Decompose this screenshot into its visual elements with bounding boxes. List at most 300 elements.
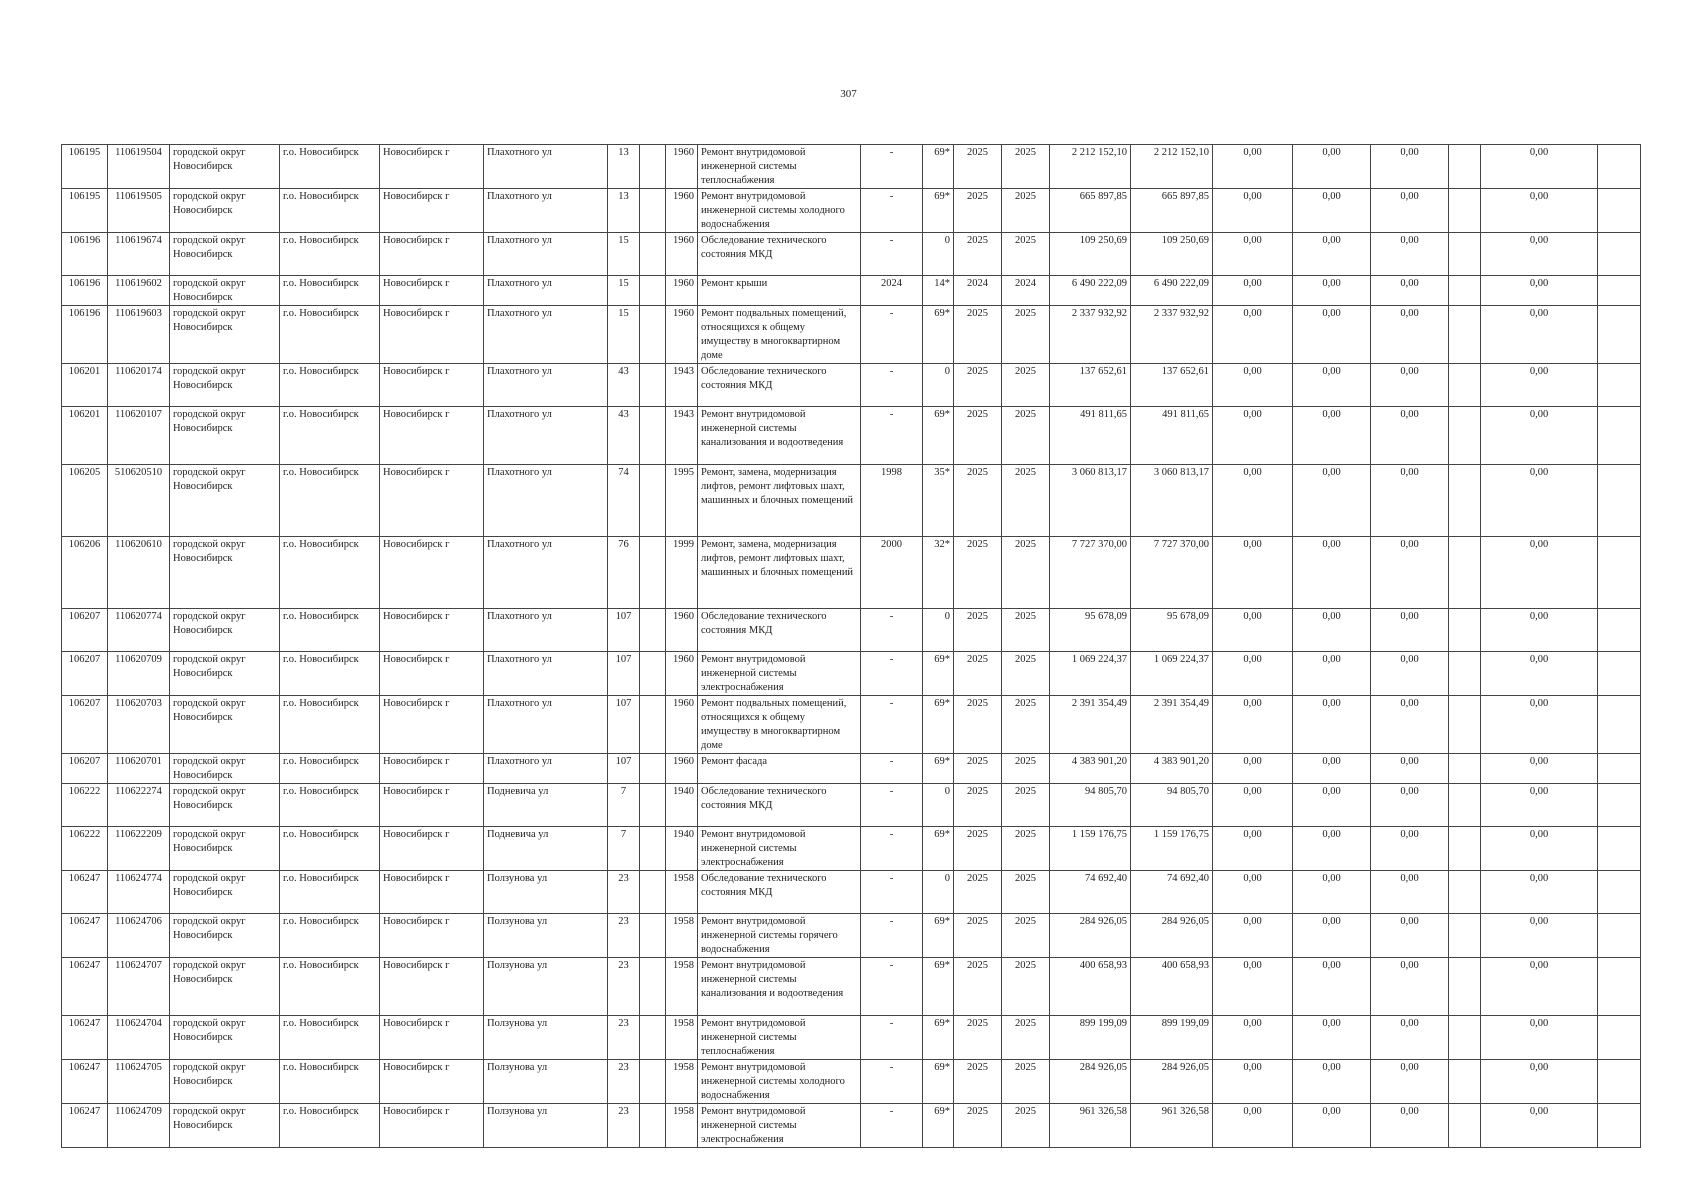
cell-district: г.о. Новосибирск — [280, 609, 380, 652]
cell-work-code: 110619602 — [108, 276, 170, 306]
cell-amount-4 — [1449, 364, 1481, 407]
cell-row-id: 106196 — [62, 233, 108, 276]
cell-plan-year-from: 2025 — [954, 1016, 1002, 1060]
cell-amount-4 — [1449, 827, 1481, 871]
cell-city: Новосибирск г — [380, 652, 484, 696]
cell-work-type: Обследование технического состояния МКД — [698, 871, 861, 914]
cell-cost-fund: 137 652,61 — [1131, 364, 1213, 407]
cell-cost-total: 6 490 222,09 — [1050, 276, 1131, 306]
cell-plan-year-to: 2025 — [1002, 652, 1050, 696]
cell-last-repair-year: - — [861, 696, 923, 754]
cell-amount-3: 0,00 — [1371, 276, 1449, 306]
cell-work-type: Обследование технического состояния МКД — [698, 609, 861, 652]
cell-plan-year-from: 2025 — [954, 537, 1002, 609]
cell-row-id: 106201 — [62, 407, 108, 465]
cell-amount-3: 0,00 — [1371, 465, 1449, 537]
cell-extra — [640, 914, 666, 958]
cell-row-id: 106205 — [62, 465, 108, 537]
cell-municipality: городской округ Новосибирск — [170, 276, 280, 306]
cell-amount-3: 0,00 — [1371, 652, 1449, 696]
cell-amount-4 — [1449, 871, 1481, 914]
cell-amount-3: 0,00 — [1371, 871, 1449, 914]
cell-amount-1: 0,00 — [1213, 407, 1293, 465]
cell-plan-year-from: 2025 — [954, 233, 1002, 276]
cell-street: Ползунова ул — [484, 1060, 608, 1104]
cell-street: Плахотного ул — [484, 652, 608, 696]
table-row — [62, 958, 1641, 1016]
cell-year-built: 1940 — [666, 827, 698, 871]
cell-amount-6 — [1598, 1104, 1641, 1148]
cell-plan-year-from: 2025 — [954, 871, 1002, 914]
cell-street: Плахотного ул — [484, 754, 608, 784]
cell-year-built: 1958 — [666, 1060, 698, 1104]
cell-cost-fund: 284 926,05 — [1131, 1060, 1213, 1104]
cell-plan-year-from: 2025 — [954, 696, 1002, 754]
cell-city: Новосибирск г — [380, 1060, 484, 1104]
cell-cost-fund: 491 811,65 — [1131, 407, 1213, 465]
cell-amount-2: 0,00 — [1293, 233, 1371, 276]
cell-cost-fund: 6 490 222,09 — [1131, 276, 1213, 306]
cell-amount-2: 0,00 — [1293, 364, 1371, 407]
cell-plan-year-from: 2025 — [954, 914, 1002, 958]
cell-extra — [640, 1016, 666, 1060]
cell-work-code: 110619603 — [108, 306, 170, 364]
cell-row-id: 106201 — [62, 364, 108, 407]
cell-street: Ползунова ул — [484, 1104, 608, 1148]
cell-amount-1: 0,00 — [1213, 189, 1293, 233]
cell-amount-1: 0,00 — [1213, 652, 1293, 696]
cell-plan-year-to: 2025 — [1002, 306, 1050, 364]
cell-wear-percent: 0 — [923, 871, 954, 914]
cell-amount-6 — [1598, 233, 1641, 276]
cell-year-built: 1960 — [666, 189, 698, 233]
cell-plan-year-from: 2025 — [954, 958, 1002, 1016]
cell-wear-percent: 14* — [923, 276, 954, 306]
cell-work-type: Ремонт внутридомовой инженерной системы канализования и водоотведения — [698, 958, 861, 1016]
cell-amount-1: 0,00 — [1213, 914, 1293, 958]
cell-cost-total: 74 692,40 — [1050, 871, 1131, 914]
cell-amount-4 — [1449, 754, 1481, 784]
cell-amount-1: 0,00 — [1213, 364, 1293, 407]
table-row — [62, 465, 1641, 537]
cell-extra — [640, 145, 666, 189]
cell-amount-1: 0,00 — [1213, 233, 1293, 276]
cell-cost-total: 400 658,93 — [1050, 958, 1131, 1016]
cell-city: Новосибирск г — [380, 233, 484, 276]
cell-amount-2: 0,00 — [1293, 1060, 1371, 1104]
cell-cost-total: 2 212 152,10 — [1050, 145, 1131, 189]
cell-year-built: 1960 — [666, 306, 698, 364]
cell-year-built: 1958 — [666, 1016, 698, 1060]
cell-cost-total: 899 199,09 — [1050, 1016, 1131, 1060]
cell-amount-5: 0,00 — [1481, 827, 1598, 871]
page-number: 307 — [840, 88, 857, 100]
cell-district: г.о. Новосибирск — [280, 537, 380, 609]
cell-last-repair-year: - — [861, 189, 923, 233]
cell-cost-total: 94 805,70 — [1050, 784, 1131, 827]
cell-year-built: 1960 — [666, 652, 698, 696]
cell-row-id: 106222 — [62, 827, 108, 871]
cell-cost-total: 4 383 901,20 — [1050, 754, 1131, 784]
cell-wear-percent: 0 — [923, 233, 954, 276]
table-row — [62, 914, 1641, 958]
cell-house-number: 7 — [608, 827, 640, 871]
cell-city: Новосибирск г — [380, 784, 484, 827]
cell-last-repair-year: 1998 — [861, 465, 923, 537]
cell-cost-fund: 899 199,09 — [1131, 1016, 1213, 1060]
cell-work-code: 110624705 — [108, 1060, 170, 1104]
cell-amount-3: 0,00 — [1371, 696, 1449, 754]
cell-plan-year-to: 2025 — [1002, 609, 1050, 652]
cell-extra — [640, 465, 666, 537]
cell-wear-percent: 69* — [923, 754, 954, 784]
cell-amount-2: 0,00 — [1293, 1104, 1371, 1148]
cell-amount-3: 0,00 — [1371, 827, 1449, 871]
cell-house-number: 15 — [608, 276, 640, 306]
table-row — [62, 754, 1641, 784]
cell-plan-year-from: 2025 — [954, 364, 1002, 407]
cell-plan-year-to: 2025 — [1002, 1060, 1050, 1104]
cell-street: Ползунова ул — [484, 1016, 608, 1060]
cell-extra — [640, 537, 666, 609]
cell-work-type: Обследование технического состояния МКД — [698, 784, 861, 827]
cell-amount-1: 0,00 — [1213, 696, 1293, 754]
cell-plan-year-to: 2025 — [1002, 958, 1050, 1016]
cell-wear-percent: 32* — [923, 537, 954, 609]
cell-year-built: 1960 — [666, 696, 698, 754]
cell-extra — [640, 1104, 666, 1148]
cell-cost-fund: 2 212 152,10 — [1131, 145, 1213, 189]
cell-city: Новосибирск г — [380, 696, 484, 754]
cell-house-number: 23 — [608, 914, 640, 958]
cell-work-code: 110619674 — [108, 233, 170, 276]
cell-work-code: 110620107 — [108, 407, 170, 465]
table-row — [62, 189, 1641, 233]
cell-amount-4 — [1449, 465, 1481, 537]
cell-work-type: Ремонт внутридомовой инженерной системы холодного водоснабжения — [698, 189, 861, 233]
cell-last-repair-year: - — [861, 827, 923, 871]
cell-city: Новосибирск г — [380, 364, 484, 407]
cell-last-repair-year: - — [861, 364, 923, 407]
cell-cost-total: 1 069 224,37 — [1050, 652, 1131, 696]
cell-municipality: городской округ Новосибирск — [170, 652, 280, 696]
cell-district: г.о. Новосибирск — [280, 696, 380, 754]
cell-district: г.о. Новосибирск — [280, 1016, 380, 1060]
cell-plan-year-to: 2025 — [1002, 537, 1050, 609]
cell-year-built: 1958 — [666, 1104, 698, 1148]
cell-district: г.о. Новосибирск — [280, 276, 380, 306]
table-row — [62, 696, 1641, 754]
cell-year-built: 1995 — [666, 465, 698, 537]
cell-year-built: 1960 — [666, 609, 698, 652]
cell-work-type: Ремонт внутридомовой инженерной системы теплоснабжения — [698, 1016, 861, 1060]
cell-amount-5: 0,00 — [1481, 1104, 1598, 1148]
cell-municipality: городской округ Новосибирск — [170, 958, 280, 1016]
cell-year-built: 1943 — [666, 407, 698, 465]
cell-last-repair-year: - — [861, 784, 923, 827]
cell-extra — [640, 364, 666, 407]
cell-amount-1: 0,00 — [1213, 1060, 1293, 1104]
cell-house-number: 74 — [608, 465, 640, 537]
cell-last-repair-year: 2000 — [861, 537, 923, 609]
cell-year-built: 1960 — [666, 233, 698, 276]
cell-amount-5: 0,00 — [1481, 784, 1598, 827]
cell-plan-year-to: 2025 — [1002, 871, 1050, 914]
cell-amount-1: 0,00 — [1213, 537, 1293, 609]
cell-cost-total: 665 897,85 — [1050, 189, 1131, 233]
cell-amount-5: 0,00 — [1481, 696, 1598, 754]
cell-cost-total: 109 250,69 — [1050, 233, 1131, 276]
cell-amount-2: 0,00 — [1293, 914, 1371, 958]
cell-street: Ползунова ул — [484, 914, 608, 958]
cell-amount-4 — [1449, 537, 1481, 609]
cell-cost-fund: 1 159 176,75 — [1131, 827, 1213, 871]
cell-cost-fund: 3 060 813,17 — [1131, 465, 1213, 537]
cell-amount-5: 0,00 — [1481, 871, 1598, 914]
cell-plan-year-from: 2025 — [954, 306, 1002, 364]
cell-row-id: 106247 — [62, 1016, 108, 1060]
cell-plan-year-from: 2025 — [954, 1104, 1002, 1148]
cell-amount-5: 0,00 — [1481, 1060, 1598, 1104]
cell-cost-fund: 74 692,40 — [1131, 871, 1213, 914]
cell-amount-3: 0,00 — [1371, 407, 1449, 465]
cell-work-type: Ремонт внутридомовой инженерной системы электроснабжения — [698, 652, 861, 696]
cell-municipality: городской округ Новосибирск — [170, 754, 280, 784]
cell-wear-percent: 0 — [923, 364, 954, 407]
cell-city: Новосибирск г — [380, 1104, 484, 1148]
cell-house-number: 107 — [608, 754, 640, 784]
cell-cost-fund: 2 391 354,49 — [1131, 696, 1213, 754]
cell-amount-6 — [1598, 696, 1641, 754]
cell-amount-1: 0,00 — [1213, 1104, 1293, 1148]
cell-district: г.о. Новосибирск — [280, 784, 380, 827]
cell-amount-6 — [1598, 1016, 1641, 1060]
cell-amount-6 — [1598, 407, 1641, 465]
cell-amount-2: 0,00 — [1293, 1016, 1371, 1060]
cell-plan-year-to: 2024 — [1002, 276, 1050, 306]
cell-municipality: городской округ Новосибирск — [170, 871, 280, 914]
cell-amount-4 — [1449, 1060, 1481, 1104]
cell-cost-fund: 400 658,93 — [1131, 958, 1213, 1016]
cell-cost-fund: 109 250,69 — [1131, 233, 1213, 276]
cell-extra — [640, 189, 666, 233]
cell-house-number: 43 — [608, 407, 640, 465]
cell-last-repair-year: - — [861, 233, 923, 276]
cell-work-code: 110619504 — [108, 145, 170, 189]
cell-plan-year-from: 2025 — [954, 652, 1002, 696]
table-row — [62, 1060, 1641, 1104]
cell-amount-2: 0,00 — [1293, 652, 1371, 696]
cell-cost-total: 95 678,09 — [1050, 609, 1131, 652]
cell-plan-year-to: 2025 — [1002, 696, 1050, 754]
cell-work-type: Ремонт фасада — [698, 754, 861, 784]
cell-street: Плахотного ул — [484, 609, 608, 652]
cell-row-id: 106207 — [62, 652, 108, 696]
table-row — [62, 652, 1641, 696]
cell-amount-3: 0,00 — [1371, 754, 1449, 784]
cell-last-repair-year: - — [861, 871, 923, 914]
cell-extra — [640, 652, 666, 696]
cell-cost-total: 137 652,61 — [1050, 364, 1131, 407]
cell-house-number: 23 — [608, 958, 640, 1016]
cell-street: Плахотного ул — [484, 364, 608, 407]
cell-row-id: 106195 — [62, 145, 108, 189]
cell-amount-3: 0,00 — [1371, 1060, 1449, 1104]
cell-municipality: городской округ Новосибирск — [170, 306, 280, 364]
cell-plan-year-from: 2025 — [954, 465, 1002, 537]
cell-cost-total: 2 391 354,49 — [1050, 696, 1131, 754]
cell-plan-year-to: 2025 — [1002, 1016, 1050, 1060]
cell-plan-year-to: 2025 — [1002, 233, 1050, 276]
cell-amount-2: 0,00 — [1293, 465, 1371, 537]
cell-municipality: городской округ Новосибирск — [170, 609, 280, 652]
cell-amount-2: 0,00 — [1293, 537, 1371, 609]
cell-city: Новосибирск г — [380, 276, 484, 306]
cell-municipality: городской округ Новосибирск — [170, 1104, 280, 1148]
cell-amount-6 — [1598, 827, 1641, 871]
cell-street: Ползунова ул — [484, 958, 608, 1016]
cell-wear-percent: 69* — [923, 306, 954, 364]
cell-work-type: Ремонт подвальных помещений, относящихся к общему имуществу в многоквартирном доме — [698, 696, 861, 754]
cell-year-built: 1943 — [666, 364, 698, 407]
cell-district: г.о. Новосибирск — [280, 827, 380, 871]
cell-year-built: 1958 — [666, 914, 698, 958]
cell-amount-6 — [1598, 652, 1641, 696]
cell-municipality: городской округ Новосибирск — [170, 784, 280, 827]
cell-last-repair-year: - — [861, 609, 923, 652]
cell-municipality: городской округ Новосибирск — [170, 1060, 280, 1104]
cell-amount-6 — [1598, 609, 1641, 652]
cell-amount-2: 0,00 — [1293, 276, 1371, 306]
cell-row-id: 106207 — [62, 696, 108, 754]
cell-plan-year-to: 2025 — [1002, 145, 1050, 189]
cell-district: г.о. Новосибирск — [280, 1060, 380, 1104]
cell-amount-1: 0,00 — [1213, 306, 1293, 364]
cell-municipality: городской округ Новосибирск — [170, 537, 280, 609]
cell-amount-4 — [1449, 276, 1481, 306]
cell-street: Плахотного ул — [484, 145, 608, 189]
cell-wear-percent: 0 — [923, 784, 954, 827]
cell-street: Плахотного ул — [484, 276, 608, 306]
cell-work-code: 110624704 — [108, 1016, 170, 1060]
cell-cost-total: 961 326,58 — [1050, 1104, 1131, 1148]
cell-amount-5: 0,00 — [1481, 364, 1598, 407]
cell-extra — [640, 784, 666, 827]
cell-last-repair-year: 2024 — [861, 276, 923, 306]
cell-cost-total: 2 337 932,92 — [1050, 306, 1131, 364]
cell-district: г.о. Новосибирск — [280, 754, 380, 784]
cell-amount-3: 0,00 — [1371, 364, 1449, 407]
cell-amount-4 — [1449, 652, 1481, 696]
cell-plan-year-to: 2025 — [1002, 784, 1050, 827]
cell-last-repair-year: - — [861, 306, 923, 364]
cell-cost-total: 7 727 370,00 — [1050, 537, 1131, 609]
table-row — [62, 871, 1641, 914]
cell-amount-5: 0,00 — [1481, 465, 1598, 537]
cell-amount-2: 0,00 — [1293, 871, 1371, 914]
cell-row-id: 106247 — [62, 1060, 108, 1104]
cell-work-type: Ремонт внутридомовой инженерной системы теплоснабжения — [698, 145, 861, 189]
cell-extra — [640, 958, 666, 1016]
cell-amount-6 — [1598, 871, 1641, 914]
cell-year-built: 1960 — [666, 145, 698, 189]
cell-last-repair-year: - — [861, 1016, 923, 1060]
cell-amount-4 — [1449, 696, 1481, 754]
table-row — [62, 233, 1641, 276]
cell-last-repair-year: - — [861, 958, 923, 1016]
cell-wear-percent: 69* — [923, 189, 954, 233]
table-row — [62, 1016, 1641, 1060]
cell-street: Плахотного ул — [484, 465, 608, 537]
cell-year-built: 1960 — [666, 276, 698, 306]
cell-house-number: 107 — [608, 696, 640, 754]
cell-wear-percent: 0 — [923, 609, 954, 652]
cell-city: Новосибирск г — [380, 145, 484, 189]
cell-amount-3: 0,00 — [1371, 233, 1449, 276]
cell-amount-5: 0,00 — [1481, 306, 1598, 364]
cell-plan-year-from: 2025 — [954, 145, 1002, 189]
cell-amount-6 — [1598, 537, 1641, 609]
cell-cost-fund: 7 727 370,00 — [1131, 537, 1213, 609]
cell-amount-2: 0,00 — [1293, 958, 1371, 1016]
cell-plan-year-to: 2025 — [1002, 407, 1050, 465]
cell-extra — [640, 871, 666, 914]
cell-plan-year-to: 2025 — [1002, 465, 1050, 537]
cell-district: г.о. Новосибирск — [280, 407, 380, 465]
table-row — [62, 827, 1641, 871]
cell-extra — [640, 609, 666, 652]
cell-cost-fund: 4 383 901,20 — [1131, 754, 1213, 784]
cell-plan-year-from: 2025 — [954, 827, 1002, 871]
cell-year-built: 1958 — [666, 958, 698, 1016]
cell-amount-1: 0,00 — [1213, 609, 1293, 652]
cell-row-id: 106247 — [62, 958, 108, 1016]
cell-amount-4 — [1449, 784, 1481, 827]
cell-amount-5: 0,00 — [1481, 914, 1598, 958]
cell-amount-5: 0,00 — [1481, 958, 1598, 1016]
cell-year-built: 1960 — [666, 754, 698, 784]
cell-municipality: городской округ Новосибирск — [170, 189, 280, 233]
cell-municipality: городской округ Новосибирск — [170, 407, 280, 465]
cell-amount-1: 0,00 — [1213, 958, 1293, 1016]
cell-amount-2: 0,00 — [1293, 306, 1371, 364]
cell-amount-2: 0,00 — [1293, 145, 1371, 189]
cell-amount-4 — [1449, 233, 1481, 276]
cell-municipality: городской округ Новосибирск — [170, 914, 280, 958]
table-row — [62, 537, 1641, 609]
table-row — [62, 784, 1641, 827]
cell-cost-fund: 2 337 932,92 — [1131, 306, 1213, 364]
cell-cost-total: 491 811,65 — [1050, 407, 1131, 465]
cell-last-repair-year: - — [861, 754, 923, 784]
cell-plan-year-to: 2025 — [1002, 914, 1050, 958]
cell-municipality: городской округ Новосибирск — [170, 827, 280, 871]
cell-amount-3: 0,00 — [1371, 914, 1449, 958]
cell-city: Новосибирск г — [380, 827, 484, 871]
table-body — [62, 145, 1641, 1148]
cell-street: Плахотного ул — [484, 537, 608, 609]
cell-amount-5: 0,00 — [1481, 754, 1598, 784]
cell-amount-2: 0,00 — [1293, 827, 1371, 871]
cell-amount-1: 0,00 — [1213, 784, 1293, 827]
cell-plan-year-to: 2025 — [1002, 754, 1050, 784]
cell-amount-3: 0,00 — [1371, 958, 1449, 1016]
cell-district: г.о. Новосибирск — [280, 652, 380, 696]
cell-city: Новосибирск г — [380, 189, 484, 233]
cell-plan-year-from: 2025 — [954, 1060, 1002, 1104]
cell-amount-1: 0,00 — [1213, 465, 1293, 537]
cell-house-number: 15 — [608, 306, 640, 364]
